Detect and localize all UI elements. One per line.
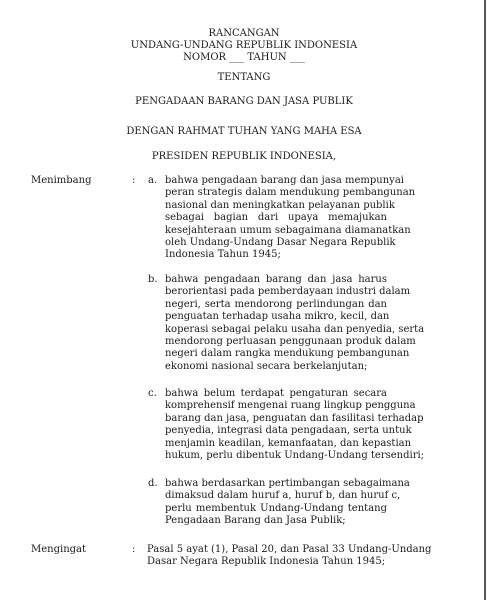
text-line: koperasi sebagai pelaku usaha dan penyedia, serta bbox=[165, 323, 425, 335]
text-line: oleh Undang-Undang Dasar Negara Republik bbox=[165, 237, 396, 249]
text-line: bahwa belum terdapat pengaturan secara bbox=[165, 388, 387, 399]
text-line: perlu membentuk Undang-Undang tentang bbox=[165, 502, 387, 514]
item-body bbox=[165, 274, 425, 373]
mengingat-colon: : bbox=[132, 544, 136, 555]
text-line: Indonesia Tahun 1945; bbox=[165, 249, 281, 261]
header-tentang: TENTANG bbox=[217, 72, 271, 83]
text-line: mendorong perluasan penggunaan produk dalam bbox=[165, 336, 416, 348]
text-line: hukum, perlu dibentuk Undang-Undang tersendiri; bbox=[165, 450, 425, 462]
text-line: negeri dalam rangka mendukung pembangunan bbox=[165, 348, 410, 360]
text-line: negeri, serta mendorong perlindungan dan bbox=[165, 298, 387, 310]
header-presiden: PRESIDEN REPUBLIK INDONESIA, bbox=[151, 151, 337, 162]
item-body bbox=[165, 478, 410, 528]
item-letter: a. bbox=[148, 175, 158, 186]
text-line: nasional dan meningkatkan pelayanan publik bbox=[165, 199, 395, 211]
header-number: NOMOR ___ TAHUN ___ bbox=[183, 52, 305, 63]
text-line: kesejahteraan umum sebagaimana diamanatkan bbox=[165, 224, 411, 236]
text-line: berorientasi pada pemberdayaan industri dalam bbox=[165, 286, 411, 298]
menimbang-colon: : bbox=[132, 175, 136, 186]
text-line: Pasal 5 ayat (1), Pasal 20, dan Pasal 33 Undang-Undang bbox=[147, 544, 432, 555]
text-line: bahwa berdasarkan pertimbangan sebagaimana bbox=[165, 478, 410, 489]
mengingat-body bbox=[147, 544, 432, 569]
item-letter: c. bbox=[148, 388, 157, 399]
header-subject: PENGADAAN BARANG DAN JASA PUBLIK bbox=[135, 96, 353, 107]
header-rancangan: RANCANGAN bbox=[208, 28, 280, 39]
text-line: bahwa pengadaan barang dan jasa harus bbox=[165, 274, 387, 285]
text-line: bahwa pengadaan barang dan jasa mempunyai bbox=[165, 175, 404, 186]
text-line: barang dan jasa, penguatan dan fasilitasi terhadap bbox=[165, 412, 424, 424]
text-line: penyedia, integrasi data pengadaan, serta untuk bbox=[165, 425, 412, 437]
text-line: menjamin keadilan, kemanfaatan, dan kepastian bbox=[165, 437, 412, 449]
text-line: dimaksud dalam huruf a, huruf b, dan huruf c, bbox=[165, 490, 401, 502]
text-line: ekonomi nasional secara berkelanjutan; bbox=[165, 360, 368, 372]
text-line: peran strategis dalam mendukung pembangunan bbox=[165, 187, 416, 199]
mengingat-label: Mengingat bbox=[31, 544, 87, 555]
item-letter: b. bbox=[148, 274, 158, 285]
text-line: Pengadaan Barang dan Jasa Publik; bbox=[165, 515, 346, 527]
text-line: Dasar Negara Republik Indonesia Tahun 1945; bbox=[147, 556, 386, 568]
text-line: penguatan terhadap usaha mikro, kecil, dan bbox=[165, 311, 390, 323]
text-line: sebagai bagian dari upaya memajukan bbox=[165, 212, 387, 224]
item-body bbox=[165, 388, 425, 462]
header-rahmat: DENGAN RAHMAT TUHAN YANG MAHA ESA bbox=[126, 126, 362, 137]
item-letter: d. bbox=[148, 478, 158, 489]
menimbang-label: Menimbang bbox=[31, 175, 92, 186]
header-law-title: UNDANG-UNDANG REPUBLIK INDONESIA bbox=[130, 40, 358, 51]
text-line: komprehensif mengenai ruang lingkup pengguna bbox=[165, 400, 416, 412]
item-body bbox=[165, 175, 416, 262]
